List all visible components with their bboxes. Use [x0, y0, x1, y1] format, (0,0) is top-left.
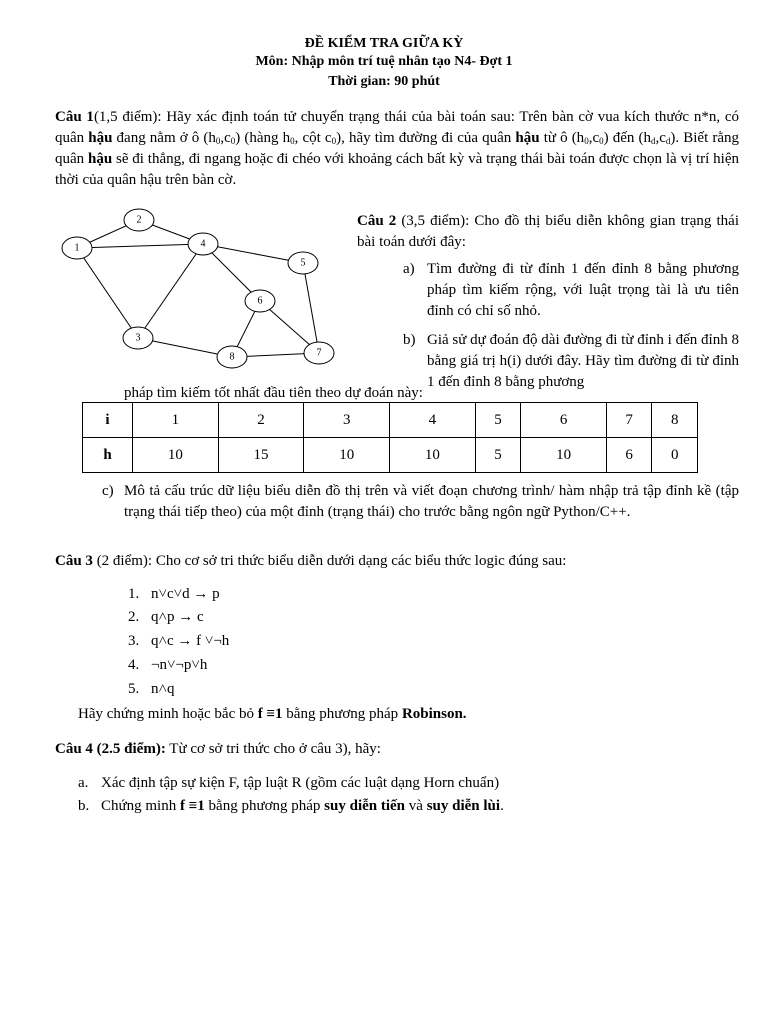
q4-a-text: Xác định tập sự kiện F, tập luật R (gồm các luật dạng Horn chuẩn) [101, 775, 500, 791]
question-1: Câu 1(1,5 điểm): Hãy xác định toán tử chuyển trạng thái của bài toán sau: Trên bàn cờ vua kích thước n*n, có quân hậu đang nằm ở ô $(h_0,c_0)$ (hàng $h_0$, cột $c_0$), hãy tìm đường đi của quân hậu từ ô $(h_0,c_0)$ đến $(h_d,c_d)$. Biết rằng quân hậu sẽ đi thẳng, đi ngang hoặc đi chéo với khoảng cách bất kỳ và trạng thái bài toán được chọn là vị trí hiện thời của quân hậu trên bàn cờ. [55, 109, 739, 188]
table-cell: 10 [390, 438, 476, 473]
graph-node-5 [288, 252, 318, 274]
q4-a-marker: a. [78, 775, 89, 791]
q3-item: q˄p → c [151, 609, 204, 625]
question-2-intro: Câu 2 (3,5 điểm): Cho đồ thị biểu diễn không gian trạng thái bài toán dưới đây: [357, 213, 739, 250]
table-row [83, 438, 698, 473]
table-cell: 6 [521, 403, 607, 438]
question-4-label: Câu 4 (2.5 điểm): [55, 741, 166, 757]
q3-item: q˄c → f ˅¬h [151, 633, 230, 649]
edge-5-7 [303, 263, 319, 353]
table-cell: 5 [475, 403, 521, 438]
q2-a-marker: a) [403, 261, 415, 277]
table-cell: 0 [652, 438, 698, 473]
q3-item-number: 4. [128, 657, 140, 673]
table-header-h: h [83, 438, 133, 473]
graph-node-3 [123, 327, 153, 349]
edge-1-3 [77, 248, 138, 338]
q4-b-text: Chứng minh f ≡1 bằng phương pháp suy diễn tiến và suy diễn lùi. [101, 798, 504, 814]
q3-item-number: 2. [128, 609, 140, 625]
table-cell: 7 [606, 403, 652, 438]
q2-a-text: Tìm đường đi từ đỉnh 1 đến đỉnh 8 bằng phương pháp tìm kiếm rộng, với luật trọng tài là ưu tiên đỉnh có chỉ số nhỏ. [427, 261, 739, 319]
table-cell: 2 [218, 403, 304, 438]
edge-4-3 [138, 244, 203, 338]
table-cell: 15 [218, 438, 304, 473]
exam-time: Thời gian: 90 phút [328, 74, 440, 89]
table-header-i: i [83, 403, 133, 438]
q3-item: n˅c˅d → p [151, 586, 220, 602]
table-cell: 10 [521, 438, 607, 473]
exam-subject: Môn: Nhập môn trí tuệ nhân tạo N4- Đợt 1 [255, 54, 513, 69]
question-1-label: Câu 1 [55, 109, 94, 125]
q3-item: ¬n˅¬p˅h [151, 657, 208, 673]
q3-item-number: 5. [128, 681, 140, 697]
edge-1-4 [77, 244, 203, 248]
graph-node-4 [188, 233, 218, 255]
q3-item-number: 3. [128, 633, 140, 649]
node-label-8: 8 [229, 351, 235, 363]
table-cell: 3 [304, 403, 390, 438]
q3-item: n˄q [151, 681, 175, 697]
table-cell: 5 [475, 438, 521, 473]
table-row [83, 403, 698, 438]
question-4-intro: Câu 4 (2.5 điểm): Từ cơ sở tri thức cho ở câu 3), hãy: [55, 741, 381, 757]
q2-b-continuation: pháp tìm kiếm tốt nhất đầu tiên theo dự đoán này: [124, 385, 423, 401]
table-cell: 4 [390, 403, 476, 438]
state-space-graph [55, 200, 345, 375]
node-label-5: 5 [300, 257, 306, 269]
q4-b-marker: b. [78, 798, 90, 814]
question-3-intro: Câu 3 (2 điểm): Cho cơ sở tri thức biểu diễn dưới dạng các biểu thức logic đúng sau: [55, 553, 567, 569]
q2-c-marker: c) [102, 483, 114, 499]
question-2-label: Câu 2 [357, 213, 397, 229]
table-cell: 6 [606, 438, 652, 473]
node-label-6: 6 [257, 295, 263, 307]
table-cell: 10 [133, 438, 219, 473]
graph-node-2 [124, 209, 154, 231]
node-label-4: 4 [200, 238, 206, 250]
graph-node-6 [245, 290, 275, 312]
table-cell: 8 [652, 403, 698, 438]
node-label-3: 3 [135, 332, 141, 344]
node-label-1: 1 [74, 242, 80, 254]
question-3-label: Câu 3 [55, 553, 93, 569]
node-label-2: 2 [136, 214, 142, 226]
q2-b-text: Giả sử dự đoán độ dài đường đi từ đỉnh i đến đỉnh 8 bằng giá trị h(i) dưới đây. Hãy tìm đường đi từ đỉnh 1 đến đỉnh 8 bằng phương [427, 332, 739, 390]
q3-item-number: 1. [128, 586, 140, 602]
table-cell: 1 [133, 403, 219, 438]
graph-node-8 [217, 346, 247, 368]
graph-node-7 [304, 342, 334, 364]
exam-title: ĐỀ KIỂM TRA GIỮA KỲ [304, 36, 464, 51]
graph-node-1 [62, 237, 92, 259]
table-cell: 10 [304, 438, 390, 473]
heuristic-table [82, 402, 698, 473]
q3-prove-instruction: Hãy chứng minh hoặc bắc bỏ f ≡1 bằng phương pháp Robinson. [78, 706, 467, 722]
node-label-7: 7 [316, 347, 322, 359]
q2-b-marker: b) [403, 332, 416, 348]
q2-c-text: Mô tả cấu trúc dữ liệu biểu diễn đồ thị trên và viết đoạn chương trình/ hàm nhập trả tập đỉnh kề (tập trạng thái tiếp theo) của một đỉnh (trạng thái) cho trước bằng ngôn ngữ Python/C++. [124, 483, 739, 520]
